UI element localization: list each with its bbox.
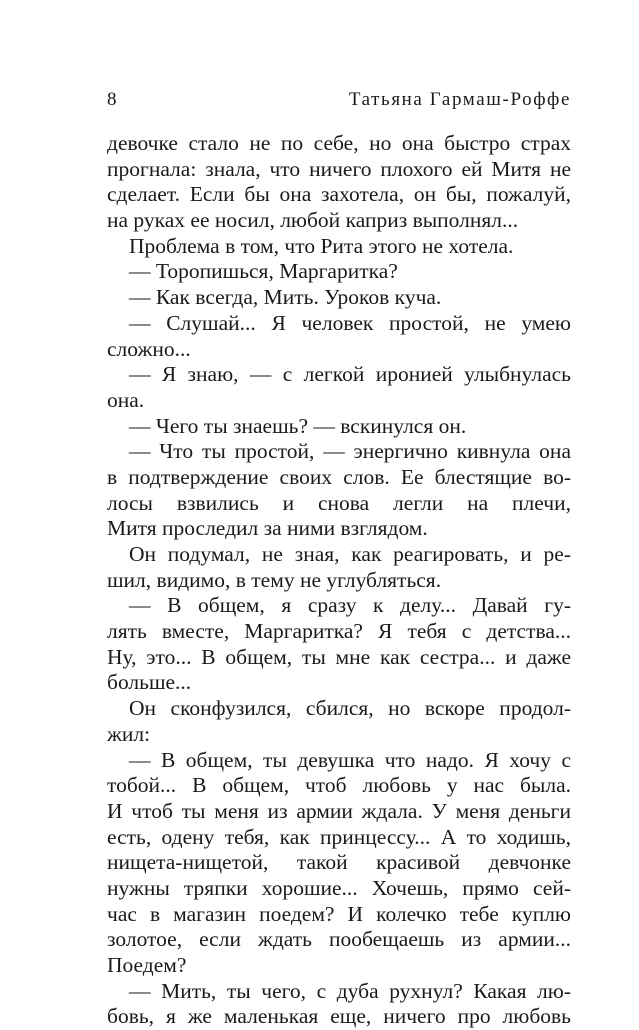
text-line: сделает. Если бы она захотела, он бы, пожалуй, (107, 182, 571, 207)
text-line: золотое, если ждать пообещаешь из армии... (107, 927, 571, 952)
page-number: 8 (107, 89, 117, 110)
text-line: И чтоб ты меня из армии ждала. У меня деньги (107, 798, 571, 823)
text-line: больше... (107, 670, 192, 695)
text-line: шил, видимо, в тему не углубляться. (107, 567, 442, 592)
text-line: — Торопишься, Маргаритка? (129, 259, 398, 284)
text-line: — Что ты простой, — энергично кивнула она (129, 439, 571, 464)
text-line: — Как всегда, Мить. Уроков куча. (129, 285, 442, 310)
body-text (107, 131, 571, 1030)
text-line: есть, одену тебя, как принцессу... А то ходишь, (107, 824, 571, 849)
text-line: прогнала: знала, что ничего плохого ей Митя не (107, 156, 571, 181)
text-line: бовь, я же маленькая еще, ничего про любовь (107, 1004, 571, 1029)
text-line: — Чего ты знаешь? — вскинулся он. (129, 413, 467, 438)
text-line: девочке стало не по себе, но она быстро страх (107, 131, 571, 155)
running-header (107, 88, 571, 112)
text-line: Митя проследил за ними взглядом. (107, 516, 428, 541)
text-line: Поедем? (107, 953, 187, 977)
text-line: нужны тряпки хорошие... Хочешь, прямо сей- (107, 875, 571, 900)
text-line: Проблема в том, что Рита этого не хотела. (129, 233, 514, 258)
text-line: — Мить, ты чего, с дуба рухнул? Какая лю- (129, 978, 571, 1003)
text-line: сложно... (107, 336, 191, 361)
text-line: Он сконфузился, сбился, но вскоре продол- (129, 696, 571, 721)
text-line: в подтверждение своих слов. Ее блестящие во- (107, 464, 571, 489)
text-line: жил: (107, 721, 151, 746)
text-line: нищета-нищетой, такой красивой девчонке (107, 850, 571, 875)
running-title: Татьяна Гармаш-Роффе (348, 89, 571, 110)
text-line: — В общем, я сразу к делу... Давай гу- (129, 593, 571, 618)
text-line: — Я знаю, — с легкой иронией улыбнулась (129, 362, 571, 387)
text-line: на руках ее носил, любой каприз выполнял... (107, 208, 519, 233)
text-line: Он подумал, не зная, как реагировать, и ре- (129, 542, 571, 566)
text-line: — Слушай... Я человек простой, не умею (129, 310, 571, 335)
text-line: — В общем, ты девушка что надо. Я хочу с (129, 747, 571, 772)
text-line: она. (107, 387, 145, 412)
text-line: тобой... В общем, чтоб любовь у нас была. (107, 773, 571, 798)
text-line: лять вместе, Маргаритка? Я тебя с детства... (107, 619, 571, 644)
text-line: час в магазин поедем? И колечко тебе куплю (107, 901, 571, 926)
text-line: Ну, это... В общем, ты мне как сестра... и даже (107, 644, 571, 669)
text-line: лосы взвились и снова легли на плечи, (107, 490, 571, 515)
